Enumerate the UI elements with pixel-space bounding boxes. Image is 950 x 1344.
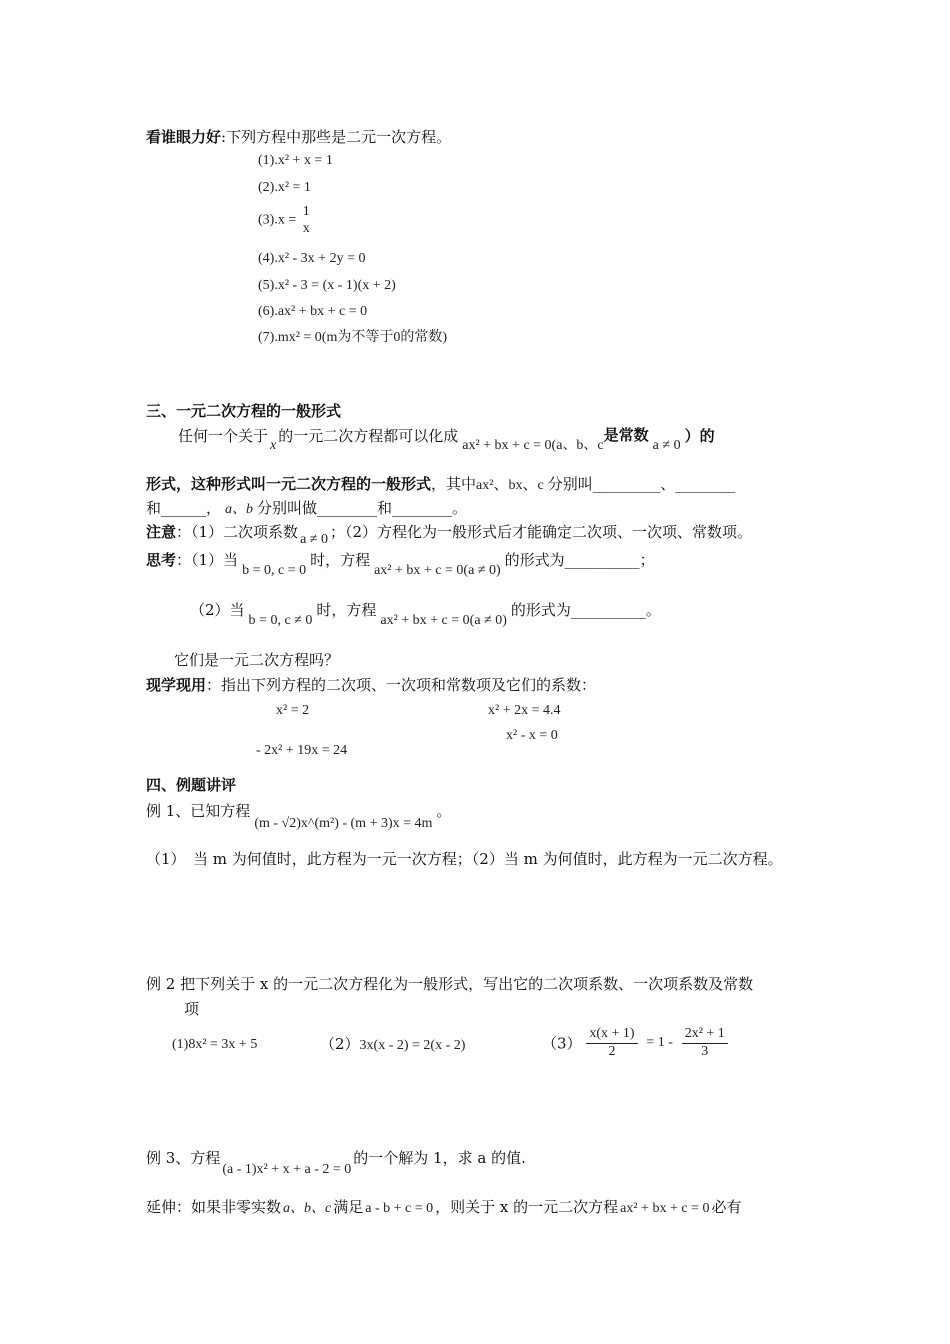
practice-eq2: x² + 2x = 4.4 bbox=[488, 703, 561, 718]
l2-sep1: 、 bbox=[493, 475, 509, 493]
observe-eq7: (7).mx² = 0(m为不等于0的常数) bbox=[258, 330, 448, 345]
ex2-eq3-row bbox=[542, 1026, 728, 1061]
l2-bold: 形式，这种形式叫一元二次方程的一般形式 bbox=[146, 475, 432, 493]
ext-equation: ax² + bx + c = 0 bbox=[620, 1201, 710, 1216]
ext-text-d: 必有 bbox=[711, 1198, 742, 1216]
l3-text-b: 分别叫做________和________。 bbox=[257, 499, 468, 517]
l3-ab: a、b bbox=[225, 502, 254, 517]
practice-line bbox=[146, 676, 596, 694]
observe-eq2: (2).x² = 1 bbox=[258, 180, 311, 195]
ex2-eq3-den2: 3 bbox=[701, 1043, 709, 1059]
example2-line2: 项 bbox=[184, 1000, 200, 1018]
think2-text-c: 的形式为__________。 bbox=[510, 601, 661, 619]
ex2-eq3-label: （3） bbox=[542, 1034, 582, 1053]
observe-line bbox=[146, 128, 451, 146]
example1-line bbox=[146, 802, 452, 831]
observe-eq4: (4).x² - 3x + 2y = 0 bbox=[258, 251, 366, 266]
ext-condition: a - b + c = 0 bbox=[365, 1201, 434, 1216]
l2-ax2: ax² bbox=[476, 478, 494, 493]
ex2-eq3-mid: = 1 - bbox=[646, 1034, 673, 1050]
think2-condition: b = 0, c ≠ 0 bbox=[248, 613, 313, 628]
ex2-eq3-num1: x(x + 1) bbox=[586, 1026, 637, 1044]
practice-label: 现学现用 bbox=[146, 676, 207, 694]
ex1-end: 。 bbox=[436, 802, 452, 820]
note-label: 注意 bbox=[146, 523, 177, 541]
ex3-text-a: 例 3、方程 bbox=[146, 1149, 221, 1167]
l1-var-x: x bbox=[270, 438, 277, 453]
ext-text-a: 延伸：如果非零实数 bbox=[146, 1198, 282, 1216]
observe-eq3-den: x bbox=[302, 220, 310, 236]
l2-text-a: ，其中 bbox=[431, 475, 477, 493]
practice-eq1: x² = 2 bbox=[276, 703, 310, 718]
ex1-equation: (m - √2)x^(m²) - (m + 3)x = 4m bbox=[254, 816, 433, 831]
general-form-line1 bbox=[178, 426, 715, 453]
think1-text-b: 时，方程 bbox=[310, 551, 371, 569]
note-condition: a ≠ 0 bbox=[300, 532, 328, 547]
ex3-equation: (a - 1)x² + x + a - 2 = 0 bbox=[222, 1162, 352, 1177]
observe-eq3-fraction bbox=[300, 204, 313, 238]
l1-bold-constants: 是常数 bbox=[603, 426, 649, 444]
think2-text-b: 时，方程 bbox=[316, 601, 377, 619]
extension-line bbox=[146, 1198, 741, 1218]
observe-eq1: (1).x² + x = 1 bbox=[258, 153, 333, 168]
example3-line bbox=[146, 1149, 526, 1177]
ex2-eq3-num2: 2x² + 1 bbox=[682, 1026, 728, 1044]
ex2-eq3-den1: 2 bbox=[608, 1043, 616, 1059]
section-three-heading: 三、一元二次方程的一般形式 bbox=[146, 402, 342, 420]
practice-eq3: x² - x = 0 bbox=[506, 728, 558, 743]
general-form-line2 bbox=[146, 475, 735, 495]
think1-text-a: ：（1）当 bbox=[176, 551, 239, 569]
ex2-eq3-frac2 bbox=[682, 1026, 728, 1061]
ext-vars: a、b、c bbox=[283, 1201, 332, 1216]
general-form-line3 bbox=[146, 499, 467, 519]
observe-heading: 看谁眼力好 bbox=[146, 128, 222, 146]
l3-text-a: 和______， bbox=[146, 499, 222, 517]
note-line bbox=[146, 523, 753, 547]
note-text-b: ；（2）方程化为一般形式后才能确定二次项、一次项、常数项。 bbox=[329, 523, 753, 541]
question-line: 它们是一元二次方程吗？ bbox=[174, 651, 340, 669]
ex2-eq2-row bbox=[320, 1035, 465, 1055]
ex2-eq2: 3x(x - 2) = 2(x - 2) bbox=[359, 1038, 466, 1053]
practice-text: ：指出下列方程的二次项、一次项和常数项及它们的系数： bbox=[206, 676, 597, 694]
think-line1 bbox=[146, 551, 655, 578]
ex2-eq3-frac1 bbox=[586, 1026, 637, 1061]
note-text-a: ：（1）二次项系数 bbox=[176, 523, 299, 541]
observe-eq5: (5).x² - 3 = (x - 1)(x + 2) bbox=[258, 278, 396, 293]
observe-eq6: (6).ax² + bx + c = 0 bbox=[258, 304, 368, 319]
think-line2 bbox=[190, 601, 661, 628]
think1-equation: ax² + bx + c = 0(a ≠ 0) bbox=[374, 563, 501, 578]
think2-text-a: （2）当 bbox=[190, 601, 245, 619]
l1-text-b: 的一元二次方程都可以化成 bbox=[278, 427, 459, 445]
think1-text-c: 的形式为__________； bbox=[504, 551, 655, 569]
observe-eq3 bbox=[258, 204, 313, 238]
section-four-heading: 四、例题讲评 bbox=[146, 776, 237, 794]
think1-condition: b = 0, c = 0 bbox=[242, 563, 307, 578]
l1-condition: a ≠ 0 bbox=[652, 438, 681, 453]
l1-formula: ax² + bx + c = 0(a、b、c bbox=[462, 438, 604, 453]
l1-text-a: 任何一个关于 bbox=[178, 427, 269, 445]
ex3-text-b: 的一个解为 1，求 a 的值. bbox=[353, 1149, 526, 1167]
observe-intro: :下列方程中那些是二元一次方程。 bbox=[221, 128, 452, 146]
ex1-text-a: 例 1、已知方程 bbox=[146, 802, 251, 820]
ex2-eq1: (1)8x² = 3x + 5 bbox=[172, 1037, 258, 1052]
think-label: 思考 bbox=[146, 551, 177, 569]
observe-eq3-lead: (3).x = bbox=[258, 212, 297, 228]
l2-bx: bx bbox=[508, 478, 523, 493]
ex2-eq2-label: （2） bbox=[320, 1035, 360, 1053]
l2-text-b: 分别叫_________、________ bbox=[547, 475, 736, 493]
l2-sep2: 、 bbox=[522, 475, 538, 493]
example2-line1: 例 2 把下列关于 x 的一元二次方程化为一般形式，写出它的二次项系数、一次项系数及常数 bbox=[146, 975, 754, 993]
l2-c: c bbox=[537, 478, 544, 493]
ext-text-c: ，则关于 x 的一元二次方程 bbox=[435, 1198, 619, 1216]
practice-eq4: - 2x² + 19x = 24 bbox=[256, 743, 348, 758]
ext-text-b: 满足 bbox=[333, 1198, 364, 1216]
example1-question: （1） 当 m 为何值时，此方程为一元一次方程；（2）当 m 为何值时，此方程为一元二次方程。 bbox=[146, 850, 783, 868]
observe-eq3-num: 1 bbox=[302, 204, 310, 219]
think2-equation: ax² + bx + c = 0(a ≠ 0) bbox=[380, 613, 507, 628]
l1-end: ）的 bbox=[684, 427, 715, 445]
